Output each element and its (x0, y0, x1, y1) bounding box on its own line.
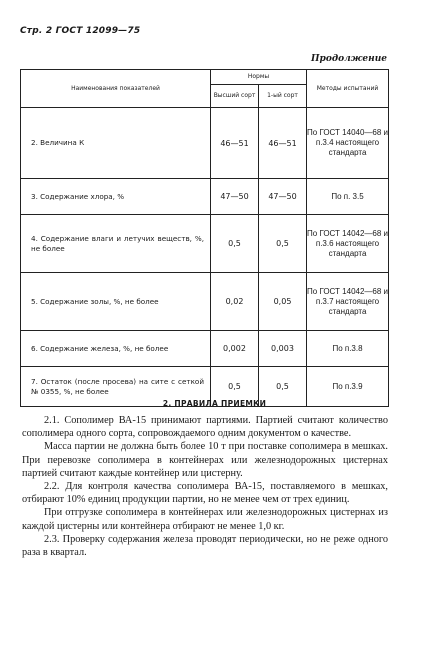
norm-value-top: 0,002 (211, 331, 259, 367)
paragraph: 2.1. Сополимер ВА-15 принимают партиями. Партией считают количество сополимера одного сорта, сопровождаемого одним документом о качестве. (22, 415, 388, 440)
test-method: По п.3.9 (307, 367, 389, 407)
indicator-name: 3. Содержание хлора, % (21, 179, 211, 215)
indicator-name: 4. Содержание влаги и летучих веществ, %, не более (21, 215, 211, 273)
table-row (21, 215, 389, 273)
header-methods: Методы испытаний (307, 70, 389, 108)
paragraph: 2.3. Проверку содержания железа проводят периодически, но не реже одного раза в квартал. (22, 533, 388, 559)
specification-table (20, 69, 389, 407)
section-body (22, 414, 388, 559)
test-method: По п. 3.5 (307, 179, 389, 215)
norm-value-first: 0,05 (259, 273, 307, 331)
norm-value-top: 0,5 (211, 367, 259, 407)
table-row (21, 179, 389, 215)
indicator-name: 7. Остаток (после просева) на сите с сеткой № 0355, %, не более (21, 367, 211, 407)
paragraph: Масса партии не должна быть более 10 т при поставке сополимера в мешках. При перевозке сополимера в контейнерах или железнодорожных цистернах партией считают каждые контейнер или цистерну. (22, 441, 388, 479)
indicator-name: 6. Содержание железа, %, не более (21, 331, 211, 367)
table-row (21, 331, 389, 367)
paragraph: 2.2. Для контроля качества сополимера ВА-15, поставляемого в мешках, отбирают 10% единиц продукции партии, но не менее чем от трех единиц. (22, 481, 388, 506)
norm-value-top: 0,02 (211, 273, 259, 331)
table-row (21, 273, 389, 331)
test-method: По ГОСТ 14040—68 и п.3.4 настоящего стандарта (307, 108, 389, 179)
page-header: Стр. 2 ГОСТ 12099—75 (20, 26, 141, 36)
test-method: По ГОСТ 14042—68 и п.3.7 настоящего стандарта (307, 273, 389, 331)
table-row (21, 108, 389, 179)
header-grade-top: Высший сорт (211, 85, 259, 108)
indicator-name: 2. Величина К (21, 108, 211, 179)
norm-value-first: 0,5 (259, 367, 307, 407)
section-title: 2. ПРАВИЛА ПРИЕМКИ (162, 399, 267, 408)
norm-value-first: 47—50 (259, 179, 307, 215)
norm-value-first: 0,5 (259, 215, 307, 273)
test-method: По ГОСТ 14042—68 и п.3.6 настоящего стандарта (307, 215, 389, 273)
header-grade-first: 1-ый сорт (259, 85, 307, 108)
norm-value-top: 46—51 (211, 108, 259, 179)
continuation-label: Продолжение (311, 54, 387, 64)
norm-value-top: 0,5 (211, 215, 259, 273)
indicator-name: 5. Содержание золы, %, не более (21, 273, 211, 331)
norm-value-first: 0,003 (259, 331, 307, 367)
norm-value-first: 46—51 (259, 108, 307, 179)
header-norms: Нормы (211, 70, 307, 85)
header-indicator-name: Наименования показателей (21, 70, 211, 108)
paragraph: При отгрузке сополимера в контейнерах или железнодорожных цистернах из каждой цистерны или контейнера отбирают не менее 1,0 кг. (22, 507, 388, 532)
norm-value-top: 47—50 (211, 179, 259, 215)
test-method: По п.3.8 (307, 331, 389, 367)
